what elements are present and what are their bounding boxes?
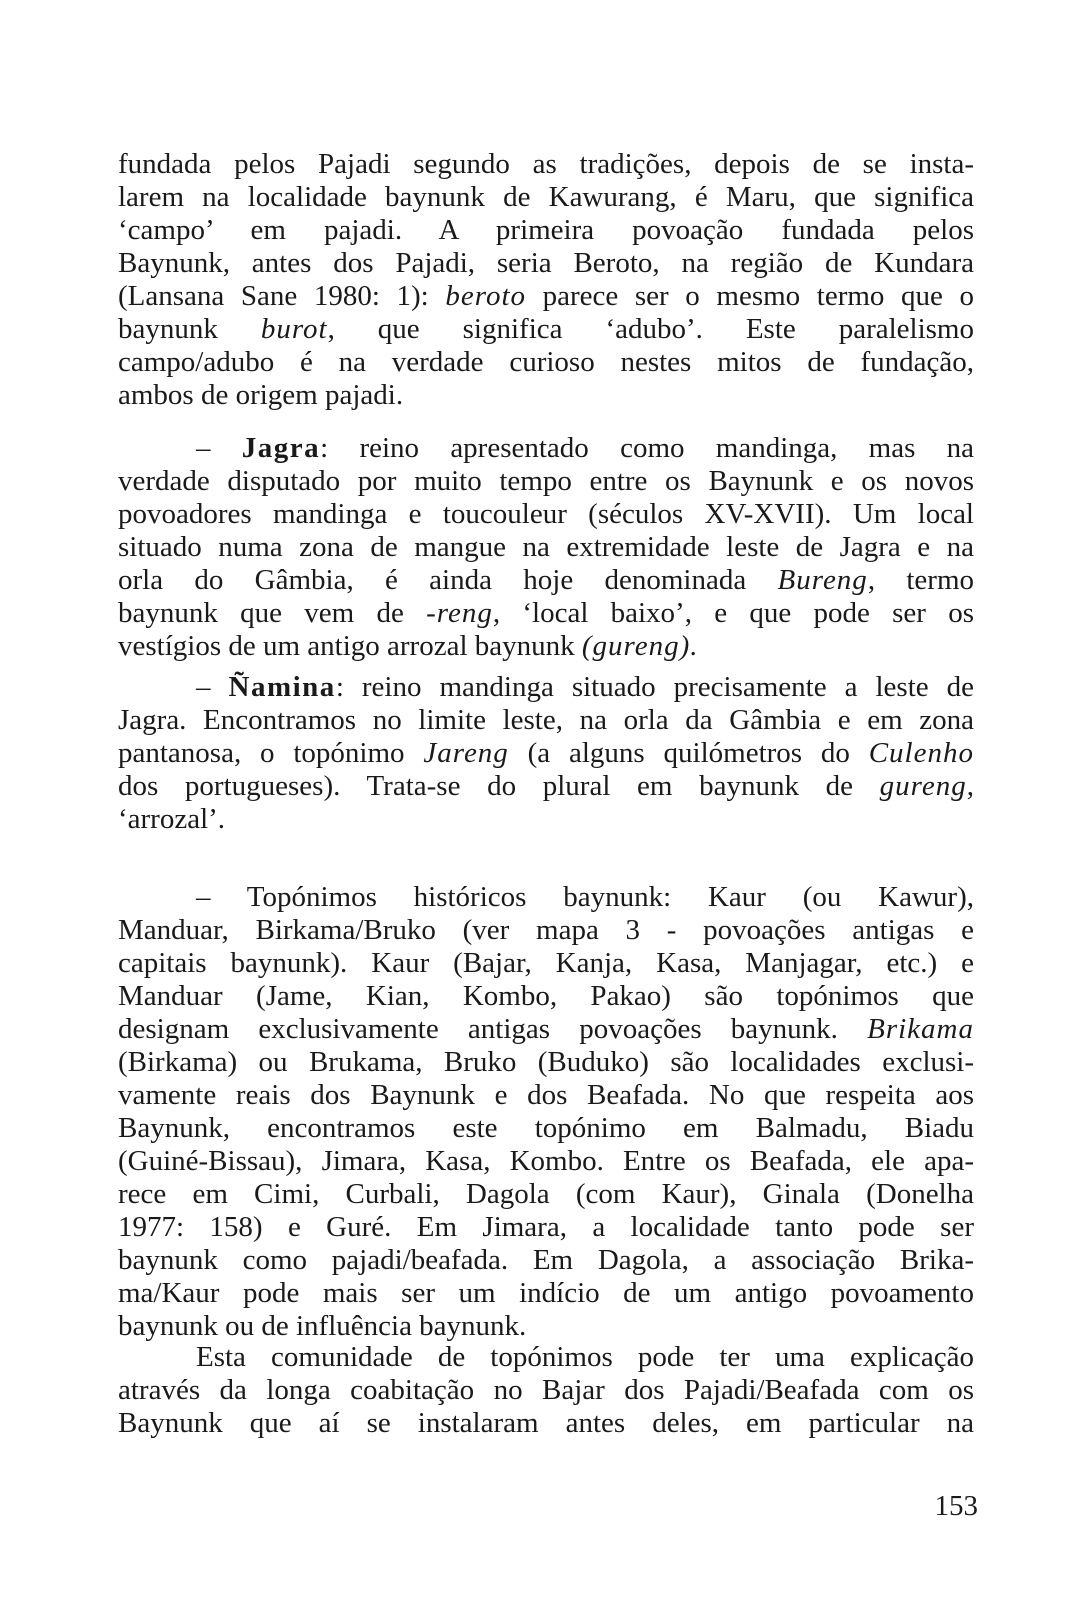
text-run: baynunk — [118, 313, 261, 345]
text-line — [118, 214, 974, 247]
page-number: 153 — [934, 1490, 978, 1522]
text-run: , — [966, 770, 974, 802]
text-line — [118, 1244, 974, 1277]
text-run: , ‘local baixo’, e que pode ser os — [492, 597, 974, 629]
paragraph — [118, 881, 974, 1343]
text-line — [118, 1341, 974, 1374]
text-run: ma/Kaur pode mais ser um indício de um antigo povoamento — [118, 1277, 974, 1309]
bold-heading: Ñamina — [228, 671, 336, 703]
text-run: parece ser o mesmo termo que o — [526, 280, 974, 312]
paragraph — [118, 671, 974, 836]
text-run: Baynunk, encontramos este topónimo em Balmadu, Biadu — [118, 1112, 974, 1144]
text-run: rece em Cimi, Curbali, Dagola (com Kaur), Ginala (Donelha — [118, 1178, 974, 1210]
text-line — [118, 881, 974, 914]
text-run: ‘campo’ em pajadi. A primeira povoação fundada pelos — [118, 214, 974, 246]
text-run: (Birkama) ou Brukama, Bruko (Buduko) são localidades exclusi- — [118, 1046, 974, 1078]
text-line — [118, 1013, 974, 1046]
text-line — [118, 280, 974, 313]
italic-term: Jareng — [423, 737, 509, 769]
bold-heading: Jagra — [241, 432, 321, 464]
text-run: , termo — [867, 564, 974, 596]
text-run: Esta comunidade de topónimos pode ter uma explicação — [196, 1341, 974, 1373]
text-run: (Guiné-Bissau), Jimara, Kasa, Kombo. Entre os Beafada, ele apa- — [118, 1145, 974, 1177]
text-line — [118, 914, 974, 947]
text-run: – — [196, 432, 242, 464]
italic-term: -reng — [426, 597, 493, 629]
text-line — [118, 1407, 974, 1440]
text-run: Manduar, Birkama/Bruko (ver mapa 3 - povoações antigas e — [118, 914, 974, 946]
text-line — [118, 313, 974, 346]
paragraph — [118, 432, 974, 663]
text-line — [118, 465, 974, 498]
text-run: ambos de origem pajadi. — [118, 379, 404, 411]
text-run: vamente reais dos Baynunk e dos Beafada. No que respeita aos — [118, 1079, 974, 1111]
text-line — [118, 498, 974, 531]
text-line — [118, 1112, 974, 1145]
text-run: , que significa ‘adubo’. Este paralelismo — [327, 313, 974, 345]
text-line — [118, 737, 974, 770]
text-line — [118, 379, 974, 412]
text-run: (a alguns quilómetros do — [508, 737, 869, 769]
text-run: baynunk como pajadi/beafada. Em Dagola, a associação Brika- — [118, 1244, 974, 1276]
text-line — [118, 1374, 974, 1407]
text-line — [118, 671, 974, 704]
text-run: Manduar (Jame, Kian, Kombo, Pakao) são topónimos que — [118, 980, 974, 1012]
text-run: designam exclusivamente antigas povoações baynunk. — [118, 1013, 868, 1045]
text-run: – — [196, 671, 229, 703]
text-run: ‘arrozal’. — [118, 803, 226, 835]
italic-term: (gureng). — [581, 630, 699, 662]
text-run: fundada pelos Pajadi segundo as tradições, depois de se insta- — [118, 148, 974, 180]
text-run: Jagra. Encontramos no limite leste, na orla da Gâmbia e em zona — [118, 704, 974, 736]
text-run: pantanosa, o topónimo — [118, 737, 424, 769]
italic-term: Bureng — [777, 564, 868, 596]
text-line — [118, 1277, 974, 1310]
text-run: campo/adubo é na verdade curioso nestes mitos de fundação, — [118, 346, 974, 378]
text-line — [118, 346, 974, 379]
text-line — [118, 947, 974, 980]
text-run: dos portugueses). Trata-se do plural em baynunk de — [118, 770, 880, 802]
text-line — [118, 980, 974, 1013]
text-line — [118, 1046, 974, 1079]
text-run: verdade disputado por muito tempo entre os Baynunk e os novos — [118, 465, 974, 497]
text-line — [118, 564, 974, 597]
text-run: baynunk ou de influência baynunk. — [118, 1310, 527, 1342]
text-line — [118, 531, 974, 564]
text-run: – Topónimos históricos baynunk: Kaur (ou Kawur), — [196, 881, 974, 913]
paragraph — [118, 148, 974, 412]
text-run: (Lansana Sane 1980: 1): — [118, 280, 446, 312]
paragraph — [118, 1341, 974, 1440]
text-run: 1977: 158) e Guré. Em Jimara, a localidade tanto pode ser — [118, 1211, 974, 1243]
text-line — [118, 432, 974, 465]
text-run: situado numa zona de mangue na extremidade leste de Jagra e na — [118, 531, 974, 563]
text-line — [118, 704, 974, 737]
italic-term: Culenho — [868, 737, 974, 769]
text-run: povoadores mandinga e toucouleur (séculos XV-XVII). Um local — [118, 498, 974, 530]
text-line — [118, 1145, 974, 1178]
text-line — [118, 630, 974, 663]
text-line — [118, 1211, 974, 1244]
text-line — [118, 803, 974, 836]
text-run: : reino mandinga situado precisamente a leste de — [335, 671, 974, 703]
text-run: Baynunk, antes dos Pajadi, seria Beroto, na região de Kundara — [118, 247, 974, 279]
text-line — [118, 1178, 974, 1211]
text-run: Baynunk que aí se instalaram antes deles, em particular na — [118, 1407, 974, 1439]
italic-term: burot — [260, 313, 328, 345]
text-run: capitais baynunk). Kaur (Bajar, Kanja, Kasa, Manjagar, etc.) e — [118, 947, 974, 979]
italic-term: beroto — [445, 280, 526, 312]
text-line — [118, 597, 974, 630]
italic-term: gureng — [879, 770, 967, 802]
text-run: através da longa coabitação no Bajar dos Pajadi/Beafada com os — [118, 1374, 974, 1406]
text-line — [118, 181, 974, 214]
text-run: : reino apresentado como mandinga, mas na — [320, 432, 974, 464]
text-line — [118, 148, 974, 181]
text-run: baynunk que vem de — [118, 597, 427, 629]
text-run: vestígios de um antigo arrozal baynunk — [118, 630, 582, 662]
text-line — [118, 770, 974, 803]
italic-term: Brikama — [867, 1013, 974, 1045]
text-line — [118, 1079, 974, 1112]
text-run: larem na localidade baynunk de Kawurang, é Maru, que significa — [118, 181, 974, 213]
text-line — [118, 247, 974, 280]
text-run: orla do Gâmbia, é ainda hoje denominada — [118, 564, 778, 596]
text-line — [118, 1310, 974, 1343]
